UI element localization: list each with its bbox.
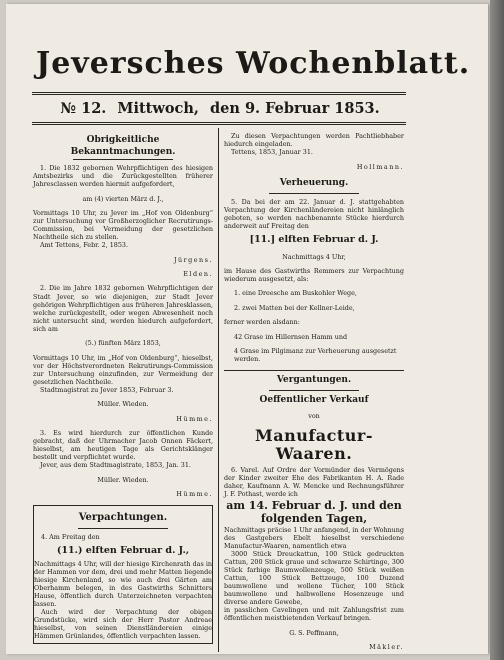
leases-underline: [78, 528, 168, 529]
notice-5-date: [11.] elften Februar d. J.: [249, 234, 379, 246]
notice-6-body: Nachmittags präcise 1 Uhr anfangend, in der Wohnung des Gastgebers Ebelt hieselbst verschiedene Manufactur-Waaren, namentlich etwa: [224, 525, 404, 550]
issue-line: [40, 100, 400, 117]
column-divider: [218, 128, 219, 652]
right-column: [224, 132, 404, 658]
binding-spine: [490, 0, 504, 660]
lease-signature: Hollmann.: [356, 162, 404, 171]
newspaper-page: [6, 4, 488, 654]
notice-1-signature: Jürgens.: [173, 255, 213, 264]
notice-1-signature-2: Elden.: [183, 270, 213, 279]
notice-1: 1. Die 1832 gebornen Wehrpflichtigen des hiesigen Amtsbezirks und die Zurückgestellten früherer Jahresclassen werden hiermit aufgefordert,: [33, 164, 213, 189]
notice-2: 2. Die im Jahre 1832 gebornen Wehrpflichtigen der Stadt Jever, so wie diejenigen, zur Stadt Jever gehörigen Wehrpflichtigen aus früheren Jahresklassen, welche zurückgestellt, oder wegen Abwesenheit noch nicht untersucht sind, werden hiedurch aufgefordert, sich am: [33, 284, 213, 333]
notice-6: 6. Varel. Auf Ordre der Vormünder des Vermögens der Kinder zweiter Ehe des Fabrikanten H. A. Rade daher, Kaufmann A. W. Mencke und Rechnungsführer J. F. Pothast, werde ich: [224, 465, 404, 498]
notice-6-terms: in passlichen Cavelingen und mit Zahlungsfrist zum öffentlichen meistbietenden Verkauf bringen.: [224, 606, 404, 623]
notice-5-item-1: 1. eine Dreesche am Buskohler Wege,: [234, 289, 357, 298]
rental-heading: Verheuerung.: [279, 177, 349, 188]
lease-place: Tettens, 1853, Januar 31.: [231, 148, 313, 157]
notice-3-signature: Müller. Wieden.: [97, 475, 149, 484]
manufactur-heading: Manufactur-Waaren.: [255, 425, 373, 463]
notice-1-body: Vormittags 10 Uhr, zu Jever im „Hof von Oldenburg“ zur Untersuchung vor Großherzoglicher Recrutirungs-Commission, bei Vermeidung der gesetzlichen Nachtheile sich zu stellen.: [33, 208, 213, 242]
top-rule: [32, 92, 406, 95]
notice-5-item-2: 2. zwei Matten bei der Kellner-Leide,: [234, 303, 355, 312]
notice-2-body: Vormittags 10 Uhr, im „Hof von Oldenburg“, hieselbst, vor der Höchstverordneten Rekrutirungs-Commission zur Untersuchung einzufinden, zur Vermeidung der gesetzlichen Nachtheile.: [33, 353, 213, 386]
notice-5: 5. Da bei der am 22. Januar d. J. stattgehabten Verpachtung der Kirchenländereien nicht hinlänglich geboten, so werden nachbenannte Stücke hierdurch anderweit auf Freitag den: [224, 197, 404, 231]
notice-2-signature-2: Hümme.: [176, 414, 213, 423]
auctions-underline: [269, 390, 359, 391]
notice-5-further: ferner werden alsdann:: [224, 318, 300, 327]
leases-heading: Verpachtungen.: [78, 511, 168, 523]
sale-heading-von: von: [308, 412, 320, 421]
lease-invitation: Zu diesen Verpachtungen werden Pachtliebhaber hiedurch eingeladen.: [224, 132, 404, 149]
rental-underline: [269, 193, 359, 194]
issue-number: № 12.: [60, 100, 107, 117]
masthead-title: Jeversches Wochenblatt.: [36, 46, 471, 81]
notice-5-body: im Hause des Gastwirths Remmers zur Verpachtung wiederum ausgesetzt, als:: [224, 266, 404, 284]
notice-5-item-3: 42 Grase im Hillernsen Hamm und: [234, 332, 348, 341]
heading-underline: [73, 159, 173, 160]
notice-4-extra: Auch wird der Verpachtung der obigen Grundstücke, wird sich der Herr Pastor Andreae hieselbst, von seinen Dienstländereien einige Hämmen Grünlandes, öffentlich verpachten lassen.: [34, 607, 212, 641]
notice-2-place: Stadtmagistrat zu Jever 1853, Februar 3.: [40, 385, 174, 394]
notice-4: 4. Am Freitag den: [41, 532, 100, 541]
notice-3-place: Jever, aus dem Stadtmagistrate, 1853, Jan. 31.: [40, 461, 191, 470]
sale-heading: Oeffentlicher Verkauf: [259, 394, 369, 405]
notice-6-goods: 3000 Stück Dreuckattun, 100 Stück gedruckten Cattun, 200 Stück graue und schwarze Schirtinge, 300 Stück farbige Baumwollenzeuge, 500 Stück weißen Cattun, 100 Stück Bettzeuge, 100 Duzend baumwollene und wollene Tücher, 100 Stück baumwollene und halbwollene Hosenzeuge und diverse andere Gewebe,: [224, 549, 404, 607]
notice-6-signature: G. S. Peffmann,: [289, 628, 339, 637]
notice-5-time: Nachmittags 4 Uhr,: [282, 252, 346, 261]
notice-2-signature: Müller. Wieden.: [97, 400, 149, 409]
section-rule: [224, 370, 404, 371]
notice-1-date: am (4) vierten März d. J.,: [82, 194, 164, 203]
issue-date: den 9. Februar 1853.: [210, 100, 380, 117]
notice-4-date: (11.) elften Februar d. J.,: [56, 544, 190, 556]
auctions-heading: Vergantungen.: [276, 374, 352, 385]
notice-6-signature-2: Mäkler.: [369, 643, 404, 652]
official-notices-heading: Obrigkeitliche Bekanntmachungen.: [70, 135, 176, 157]
issue-day: Mittwoch,: [117, 100, 199, 117]
notice-5-item-4: 4 Grase im Pilgimanz zur Verheuerung ausgesetzt werden.: [234, 347, 397, 364]
notice-4-body: Nachmittags 4 Uhr, will der hiesige Kirchenrath das in der Hammen vor dem, drei und mehr Matten liegende hiesige Kirchenland, so wie auch drei Gärten am Oberhamm belegen, in des Gastwirths Schnitters Hause, öffentlich durch Unterzeichneten verpachten lassen.: [34, 559, 212, 608]
notice-3: 3. Es wird hierdurch zur öffentlichen Kunde gebracht, daß der Uhrmacher Jacob Onnen Fäckert, hieselbst, am heutigen Tage als Gerichtsklänger bestellt und verpflichtet wurde.: [33, 429, 213, 462]
notice-3-signature-2: Hümme.: [176, 490, 213, 499]
header-rule: [32, 122, 406, 125]
notice-2-date: (5.) fünften März 1853,: [85, 339, 161, 348]
left-column: [33, 132, 213, 650]
leases-box: [33, 505, 213, 645]
notice-6-date: am 14. Februar d. J. und den folgenden Tagen,: [226, 498, 402, 525]
notice-1-place: Amt Tettens, Febr. 2, 1853.: [40, 241, 128, 250]
